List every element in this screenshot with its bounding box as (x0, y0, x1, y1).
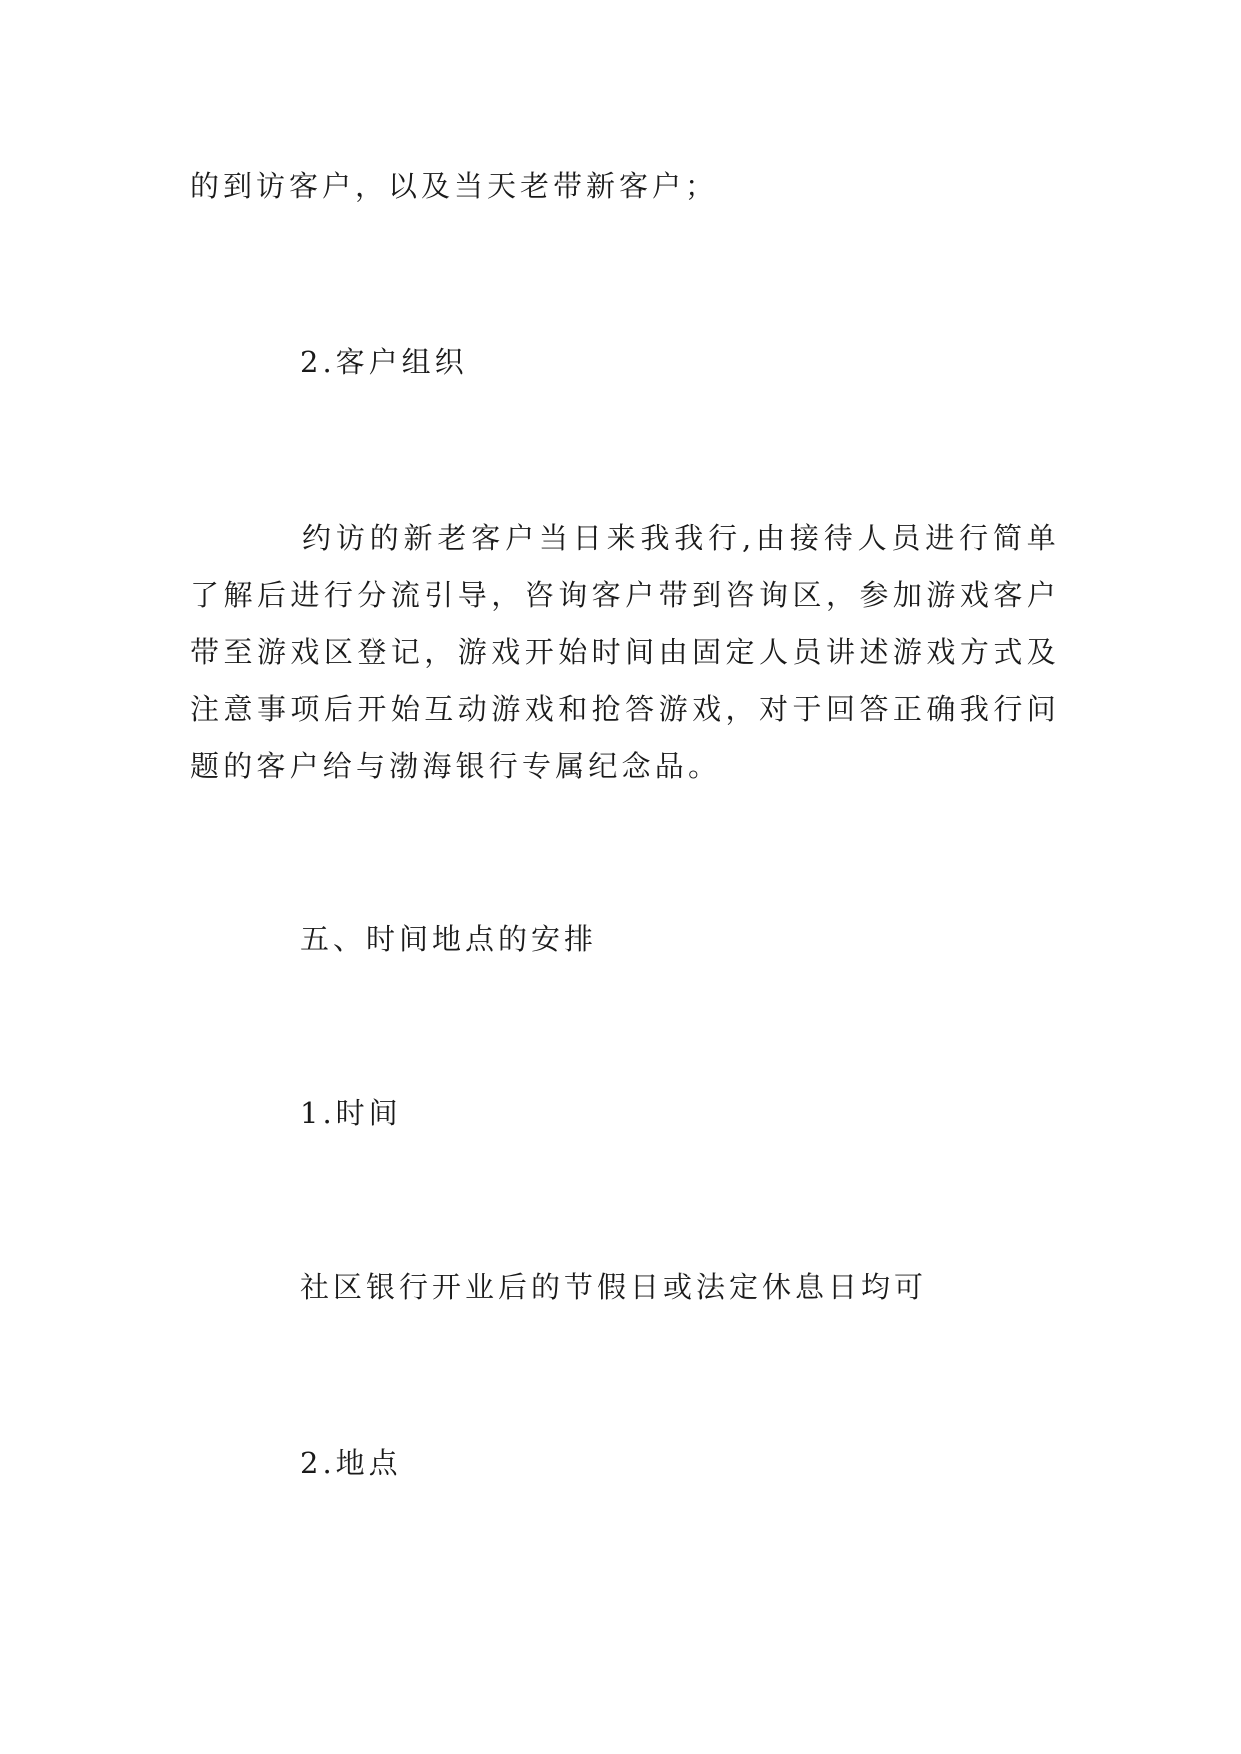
paragraph-customer-organization: 约访的新老客户当日来我我行,由接待人员进行简单了解后进行分流引导，咨询客户带到咨询区，参加游戏客户带至游戏区登记，游戏开始时间由固定人员讲述游戏方式及注意事项后开始互动游戏和抢答游戏，对于回答正确我行问题的客户给与渤海银行专属纪念品。 (190, 521, 1060, 783)
section-heading-time-place: 五、时间地点的安排 (300, 922, 598, 956)
continuation-line: 的到访客户，以及当天老带新客户； (190, 169, 719, 203)
subheading-place: 2.地点 (300, 1446, 402, 1480)
subheading-time: 1.时间 (300, 1096, 402, 1130)
subheading-customer-organization: 2.客户组织 (300, 345, 468, 379)
time-description: 社区银行开业后的节假日或法定休息日均可 (300, 1270, 928, 1304)
